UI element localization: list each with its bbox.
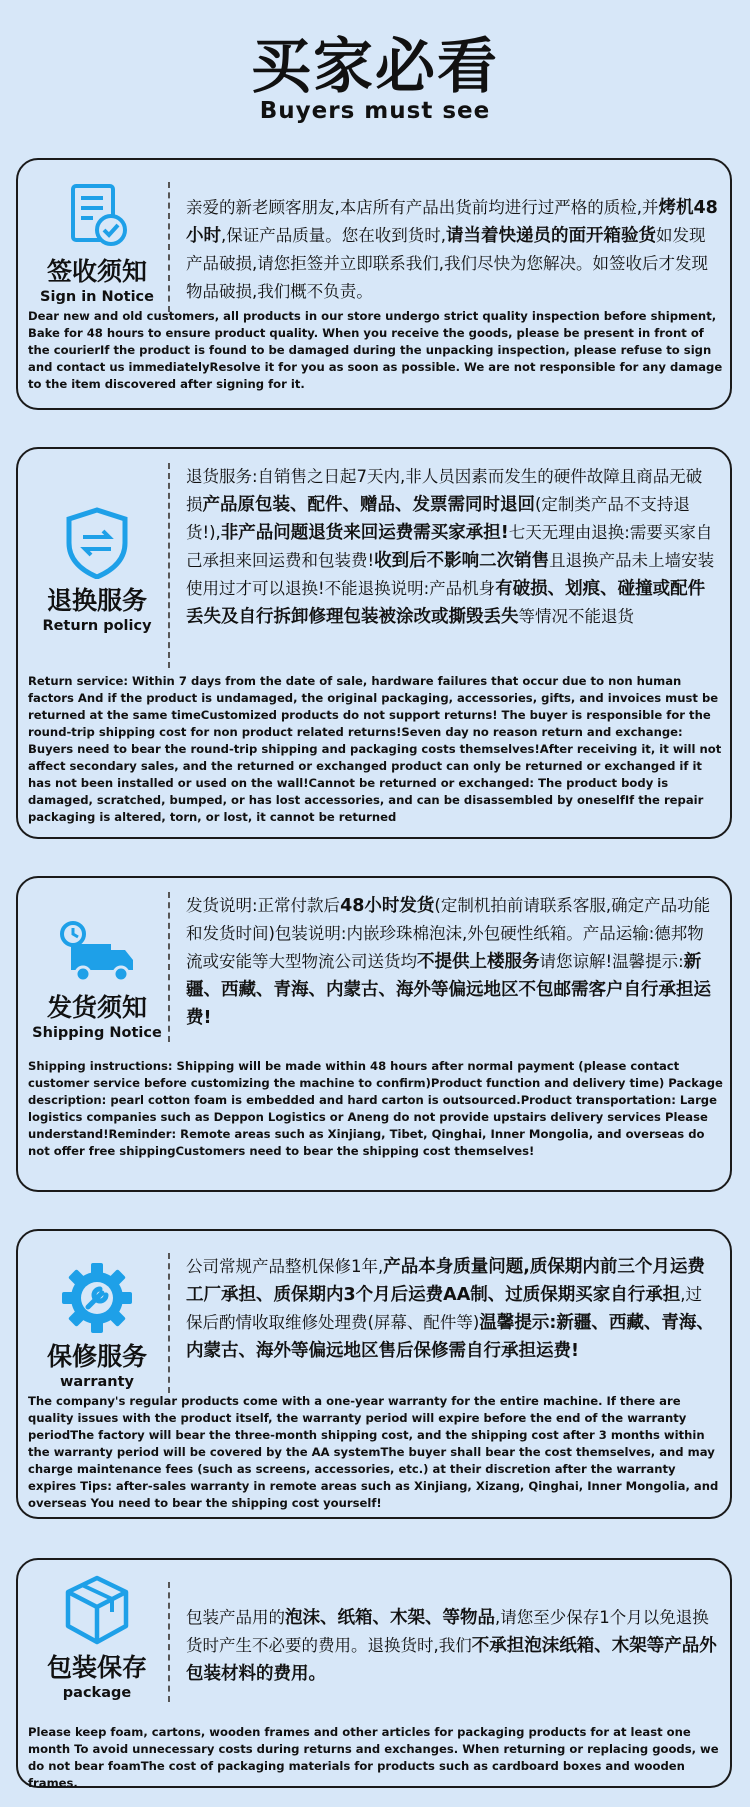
body-text: 七天无理由退换:需要买家自己承担来回运费和包装费! (186, 523, 713, 570)
page-subtitle: Buyers must see (259, 98, 491, 124)
section-title-en: warranty (60, 1374, 134, 1390)
body-text: 并 (642, 198, 659, 217)
section-title-cn: 包装保存 (46, 1653, 147, 1682)
emphasis-text: 产品本身质量问题,质保期内前三个月运费工厂承担、质保期内3个月后运费AA制、过质保期买家自行承担 (186, 1257, 705, 1305)
warranty-label-block (32, 1261, 162, 1391)
document-check-icon (63, 182, 131, 250)
body-text: ,保证产品质量。您在收到货时, (221, 226, 446, 245)
shipping-label-block (32, 920, 162, 1042)
body-text: 包装产品用的 (186, 1608, 285, 1627)
body-text: 发货说明:正常付款后 (186, 896, 341, 915)
section-body-en: The company's regular products come with a one-year warranty for the entire machine. If there are quality issues with the product itself, the warranty period will expire before the end of the warranty periodThe factory will bear the three-month shipping cost, and the shipping cost after 3 months within the warranty period will be covered by the AA systemThe buyer shall bear the cost themselves, and may charge maintenance fees (such as screens, accessories, etc.) at their discretion after the warranty expires Tips: after-sales warranty in remote areas such as Xinjiang, Xizang, Qinghai, Inner Mongolia, and overseas You need to bear the shipping cost yourself! (28, 1394, 719, 1510)
shield-exchange-icon (63, 507, 131, 579)
divider (168, 892, 170, 1042)
page-title: 买家必看 (251, 32, 499, 102)
divider (168, 1253, 170, 1393)
emphasis-text: 有破损、划痕、碰撞或配件丢失及自行拆卸修理包装被涂改或撕毁丢失 (186, 579, 706, 627)
section-body-en: Please keep foam, cartons, wooden frames and other articles for packaging products for at least one month To avoid unnecessary costs during returns and exchanges. When returning or replacing goods, we do not bear foamThe cost of packaging materials for products such as cardboard boxes and wooden frames. (28, 1725, 719, 1790)
body-text: 等情况不能退货 (518, 607, 634, 626)
section-title-cn: 签收须知 (46, 257, 147, 286)
emphasis-text: 收到后不影响二次销售 (374, 551, 550, 571)
delivery-truck-icon (57, 920, 137, 986)
section-body-en: Dear new and old customers, all products in our store undergo strict quality inspection before shipment, Bake for 48 hours to ensure product quality. When you receive the goods, please be present in front of the courierIf the product is found to be damaged during the unpacking inspection, please refuse to sign and contact us immediatelyResolve it for you as soon as possible. We are not responsible for any damage to the item discovered after signing for it. (28, 309, 723, 391)
gear-wrench-icon (60, 1261, 134, 1335)
body-text: 如发现产品破损,请您拒签并立即联系我们,我们尽快为您解决。如签收后才发现物品破损,我们概不负责。 (186, 226, 708, 301)
section-body-cn (186, 463, 718, 631)
section-title-cn: 发货须知 (46, 993, 147, 1022)
section-body-cn (186, 1253, 718, 1365)
package-label-block (32, 1574, 162, 1702)
sign-in-label-block (32, 182, 162, 306)
emphasis-text: 泡沫、纸箱、木架、等物品 (285, 1608, 495, 1628)
emphasis-text: 不提供上楼服务 (417, 952, 540, 972)
emphasis-text: 温馨提示:新疆、西藏、青海、内蒙古、海外等偏远地区售后保修需自行承担运费! (186, 1313, 714, 1361)
emphasis-text: 新疆、西藏、青海、内蒙古、海外等偏远地区不包邮需客户自行承担运费! (186, 952, 711, 1028)
section-title-en: Sign in Notice (40, 289, 154, 305)
section-title-cn: 保修服务 (46, 1342, 147, 1371)
body-text: ,过保后酌情收取维修处理费(屏幕、配件等) (186, 1285, 703, 1332)
page-header (0, 0, 750, 140)
emphasis-text: 产品原包装、配件、赠品、发票需同时退回 (202, 495, 535, 515)
divider (168, 463, 170, 668)
body-text: (定制机拍前请联系客服,确定产品功能和发货时间)包装说明:内嵌珍珠棉泡沫,外包硬性纸箱。产品运输:德邦物流或安能等大型物流公司送货均 (186, 896, 711, 971)
emphasis-text: 烤机48小时 (186, 198, 718, 246)
body-text: 退货服务:自销售之日起7天内,非人员因素而发生的硬件故障且商品无破损 (186, 467, 703, 514)
section-title-en: Shipping Notice (32, 1025, 162, 1041)
package-card (16, 1558, 732, 1788)
package-box-icon (62, 1574, 132, 1646)
section-body-cn (186, 892, 718, 1032)
body-text: 且退换产品未上墙安装使用过才可以退换!不能退换说明:产品机身 (186, 551, 715, 598)
return-policy-card (16, 447, 732, 839)
body-text: (定制类产品不支持退货!), (186, 495, 690, 542)
section-body-cn (186, 194, 718, 306)
divider (168, 1582, 170, 1702)
section-body-cn (186, 1604, 718, 1688)
section-body-en: Shipping instructions: Shipping will be made within 48 hours after normal payment (please contact customer service before customizing the machine to confirm)Product function and delivery time) Package description: pearl cotton foam is embedded and hard carton is outsourced.Product transportation: Large logistics companies such as Deppon Logistics or Aneng do not provide upstairs delivery services Please understand!Reminder: Remote areas such as Xinjiang, Tibet, Qinghai, Inner Mongolia, and overseas do not offer free shippingCustomers need to bear the shipping cost themselves! (28, 1059, 723, 1158)
return-label-block (32, 507, 162, 635)
body-text: ,请您至少保存1个月以免退换货时产生不必要的费用。退换货时,我们 (186, 1608, 709, 1655)
divider (168, 182, 170, 312)
emphasis-text: 请当着快递员的面开箱验货 (446, 226, 656, 246)
emphasis-text: 非产品问题退货来回运费需买家承担! (220, 523, 509, 543)
emphasis-text: 48小时发货 (340, 896, 435, 916)
body-text: 亲爱的新老顾客朋友,本店所有产品出货前均进行过严格的质检, (186, 198, 642, 217)
section-title-cn: 退换服务 (46, 586, 147, 615)
section-title-en: package (62, 1685, 132, 1701)
warranty-card (16, 1229, 732, 1519)
body-text: 公司常规产品整机保修1年, (186, 1257, 384, 1276)
shipping-notice-card (16, 876, 732, 1192)
body-text: 请您谅解!温馨提示: (539, 952, 684, 971)
section-body-en: Return service: Within 7 days from the date of sale, hardware failures that occur due to non human factors And if the product is undamaged, the original packaging, accessories, gifts, and invoices must be returned at the same timeCustomized products do not support returns! The buyer is responsible for the round-trip shipping cost for non product related returns!Seven day no reason return and exchange: Buyers need to bear the round-trip shipping and packaging costs themselves!After receiving it, it will not affect secondary sales, and the returned or exchanged product can only be returned or exchanged if it has not been installed or used on the wall!Cannot be returned or exchanged: The product body is damaged, scratched, bumped, or has lost accessories, and can be disassembled by oneselfIf the repair packaging is altered, torn, or lost, it cannot be returned (28, 674, 722, 824)
sign-in-notice-card (16, 158, 732, 410)
section-title-en: Return policy (42, 618, 152, 634)
emphasis-text: 不承担泡沫纸箱、木架等产品外包装材料的费用。 (186, 1636, 717, 1684)
